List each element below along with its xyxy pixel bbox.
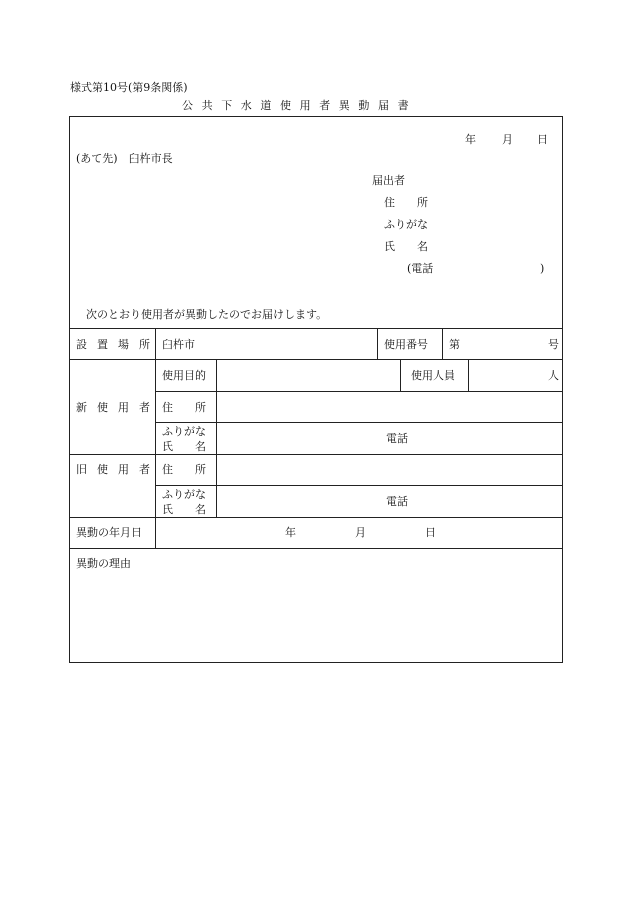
table-line <box>400 359 401 391</box>
table-line <box>377 328 378 359</box>
change-year: 年 <box>285 526 296 539</box>
table-line <box>69 359 563 360</box>
addressee: (あて先) 臼杵市長 <box>76 152 173 165</box>
form-frame <box>69 116 563 663</box>
table-line <box>69 517 563 518</box>
change-date-label: 異動の年月日 <box>76 526 142 539</box>
old-address-label: 住 所 <box>162 463 206 476</box>
old-phone-label: 電話 <box>386 495 408 508</box>
statement: 次のとおり使用者が異動したのでお届けします。 <box>86 308 328 321</box>
table-line <box>216 359 217 517</box>
applicant-furigana-label: ふりがな <box>384 218 428 231</box>
form-number: 様式第10号(第9条関係) <box>70 81 188 94</box>
change-day: 日 <box>425 526 436 539</box>
people-suffix: 人 <box>548 369 559 382</box>
number-prefix: 第 <box>449 338 460 351</box>
date-year: 年 <box>465 133 476 146</box>
table-line <box>155 328 156 548</box>
applicant-name-label: 氏 名 <box>384 240 428 253</box>
new-address-label: 住 所 <box>162 401 206 414</box>
new-name-label: 氏 名 <box>162 440 206 453</box>
new-furigana-label: ふりがな <box>162 425 206 438</box>
applicant-phone-close: ) <box>540 262 545 275</box>
number-suffix: 号 <box>548 338 559 351</box>
purpose-label: 使用目的 <box>162 369 206 382</box>
applicant-heading: 届出者 <box>372 174 405 187</box>
old-name-label: 氏 名 <box>162 503 206 516</box>
applicant-phone-open: (電話 <box>407 262 434 275</box>
date-day: 日 <box>537 133 548 146</box>
location-label: 設置場所 <box>76 338 160 351</box>
date-month: 月 <box>502 133 513 146</box>
usage-number-label: 使用番号 <box>384 338 428 351</box>
reason-label: 異動の理由 <box>76 557 131 570</box>
new-phone-label: 電話 <box>386 432 408 445</box>
location-value: 臼杵市 <box>162 338 195 351</box>
table-line <box>69 548 563 549</box>
change-month: 月 <box>355 526 366 539</box>
table-line <box>69 328 563 329</box>
applicant-address-label: 住 所 <box>384 196 428 209</box>
new-user-label: 新使用者 <box>76 401 160 414</box>
people-label: 使用人員 <box>411 369 455 382</box>
table-line <box>69 454 563 455</box>
old-user-label: 旧使用者 <box>76 463 160 476</box>
table-line <box>442 328 443 359</box>
table-line <box>468 359 469 391</box>
old-furigana-label: ふりがな <box>162 488 206 501</box>
form-title: 公共下水道使用者異動届書 <box>182 99 418 112</box>
